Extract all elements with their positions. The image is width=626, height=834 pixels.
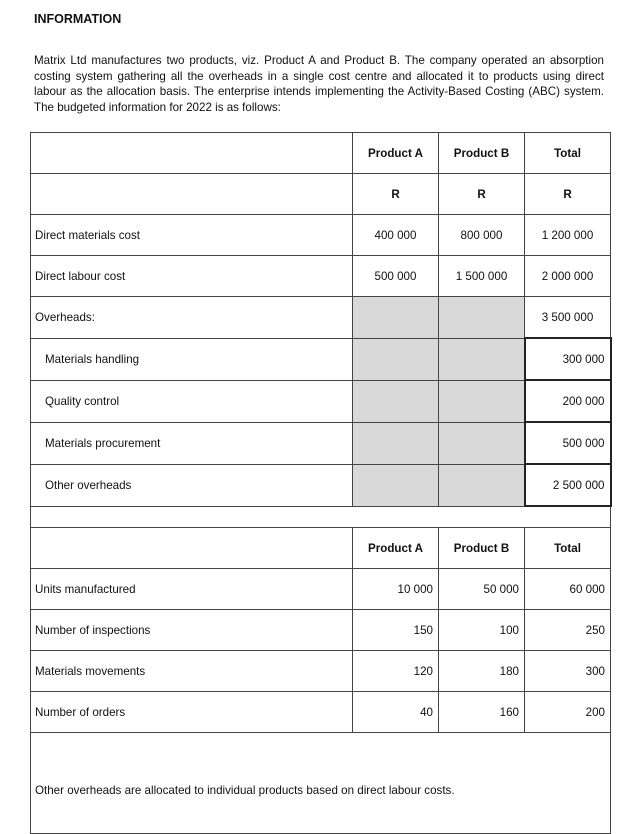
- value-product-b: 50 000: [439, 569, 525, 610]
- table-row: [31, 692, 611, 733]
- spacer-row: [31, 506, 611, 528]
- table-row: [31, 464, 611, 506]
- empty-cell: [31, 174, 353, 215]
- value-product-a: 400 000: [353, 215, 439, 256]
- row-label: Units manufactured: [31, 569, 353, 610]
- row-label: Number of orders: [31, 692, 353, 733]
- row-label: Materials procurement: [31, 422, 353, 464]
- row-label: Other overheads: [31, 464, 353, 506]
- shaded-cell: [353, 338, 439, 380]
- value-product-a: 10 000: [353, 569, 439, 610]
- shaded-cell: [439, 464, 525, 506]
- value-total: 500 000: [525, 422, 611, 464]
- empty-cell: [31, 528, 353, 569]
- information-table: [30, 132, 612, 834]
- header-total: Total: [525, 133, 611, 174]
- row-label: Quality control: [31, 380, 353, 422]
- table-row: [31, 651, 611, 692]
- value-product-a: 40: [353, 692, 439, 733]
- shaded-cell: [439, 422, 525, 464]
- note-row: [31, 733, 611, 834]
- shaded-cell: [439, 380, 525, 422]
- header-product-b: Product B: [439, 133, 525, 174]
- shaded-cell: [353, 464, 439, 506]
- spacer-cell: [31, 506, 611, 528]
- table-header-row: [31, 133, 611, 174]
- table-row: [31, 380, 611, 422]
- value-total: 300: [525, 651, 611, 692]
- value-total: 3 500 000: [525, 297, 611, 339]
- table-row: [31, 422, 611, 464]
- empty-cell: [31, 133, 353, 174]
- row-label: Direct materials cost: [31, 215, 353, 256]
- value-product-b: 160: [439, 692, 525, 733]
- value-product-a: 120: [353, 651, 439, 692]
- value-product-b: 100: [439, 610, 525, 651]
- shaded-cell: [439, 297, 525, 339]
- value-product-b: 800 000: [439, 215, 525, 256]
- value-total: 60 000: [525, 569, 611, 610]
- shaded-cell: [353, 297, 439, 339]
- intro-paragraph: Matrix Ltd manufactures two products, viz. Product A and Product B. The company operated an absorption costing system gathering all the overheads in a single cost centre and allocated it to products using direct labour as the allocation basis. The enterprise intends implementing the Activity-Based Costing (ABC) system. The budgeted information for 2022 is as follows:: [34, 54, 604, 114]
- currency-total: R: [525, 174, 611, 215]
- value-total: 200: [525, 692, 611, 733]
- header-total: Total: [525, 528, 611, 569]
- value-total: 1 200 000: [525, 215, 611, 256]
- row-label: Materials movements: [31, 651, 353, 692]
- header-product-b: Product B: [439, 528, 525, 569]
- row-label: Materials handling: [31, 338, 353, 380]
- row-label: Overheads:: [31, 297, 353, 339]
- value-product-a: 500 000: [353, 256, 439, 297]
- currency-row: [31, 174, 611, 215]
- shaded-cell: [439, 338, 525, 380]
- value-product-a: 150: [353, 610, 439, 651]
- value-product-b: 180: [439, 651, 525, 692]
- table-header-row: [31, 528, 611, 569]
- table-row: [31, 215, 611, 256]
- value-total: 200 000: [525, 380, 611, 422]
- row-label: Direct labour cost: [31, 256, 353, 297]
- header-product-a: Product A: [353, 133, 439, 174]
- table-row: [31, 256, 611, 297]
- header-product-a: Product A: [353, 528, 439, 569]
- table-row: [31, 610, 611, 651]
- table-row: [31, 338, 611, 380]
- footnote: Other overheads are allocated to individual products based on direct labour costs.: [31, 733, 611, 834]
- currency-product-a: R: [353, 174, 439, 215]
- shaded-cell: [353, 380, 439, 422]
- shaded-cell: [353, 422, 439, 464]
- page-title: INFORMATION: [34, 12, 122, 26]
- row-label: Number of inspections: [31, 610, 353, 651]
- table-row: [31, 569, 611, 610]
- value-total: 2 000 000: [525, 256, 611, 297]
- value-product-b: 1 500 000: [439, 256, 525, 297]
- currency-product-b: R: [439, 174, 525, 215]
- value-total: 250: [525, 610, 611, 651]
- table-row: [31, 297, 611, 339]
- value-total: 300 000: [525, 338, 611, 380]
- value-total: 2 500 000: [525, 464, 611, 506]
